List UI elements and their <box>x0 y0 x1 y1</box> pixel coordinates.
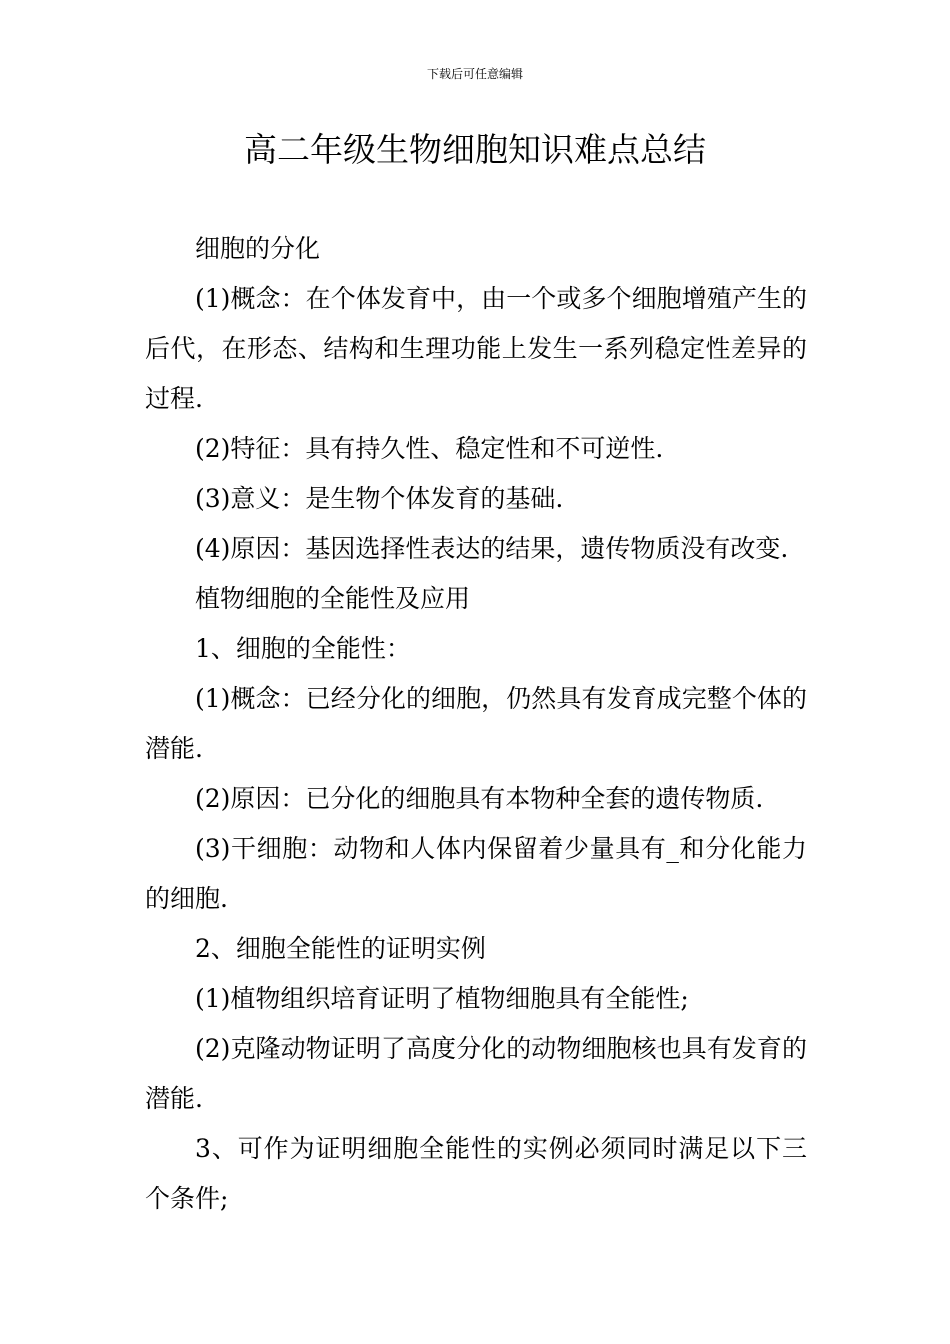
paragraph-plant-tissue-culture: (1)植物组织培育证明了植物细胞具有全能性; <box>195 984 689 1013</box>
paragraph-feature: (2)特征：具有持久性、稳定性和不可逆性. <box>195 434 664 463</box>
paragraph-totipotency-concept: (1)概念：已经分化的细胞，仍然具有发育成完整个体的潜能. <box>145 684 807 763</box>
section-heading-cell-differentiation: 细胞的分化 <box>195 234 321 263</box>
paragraph-totipotency-cause: (2)原因：已分化的细胞具有本物种全套的遗传物质. <box>195 784 764 813</box>
paragraph-concept: (1)概念：在个体发育中，由一个或多个细胞增殖产生的后代，在形态、结构和生理功能上发生一系列稳定性差异的过程. <box>145 284 807 413</box>
paragraph-stem-cell: (3)干细胞：动物和人体内保留着少量具有_和分化能力的细胞. <box>145 834 807 913</box>
subheading-three-conditions: 3、可作为证明细胞全能性的实例必须同时满足以下三个条件; <box>145 1134 807 1213</box>
header-note: 下载后可任意编辑 <box>426 67 523 81</box>
document-title: 高二年级生物细胞知识难点总结 <box>244 130 706 169</box>
paragraph-cause: (4)原因：基因选择性表达的结果，遗传物质没有改变. <box>195 534 789 563</box>
paragraph-significance: (3)意义：是生物个体发育的基础. <box>195 484 564 513</box>
subheading-proof-examples: 2、细胞全能性的证明实例 <box>195 934 486 963</box>
subheading-totipotency: 1、细胞的全能性： <box>195 634 411 663</box>
section-heading-totipotency: 植物细胞的全能性及应用 <box>195 584 471 613</box>
paragraph-cloned-animals: (2)克隆动物证明了高度分化的动物细胞核也具有发育的潜能. <box>145 1034 807 1113</box>
document-body <box>145 224 807 1224</box>
